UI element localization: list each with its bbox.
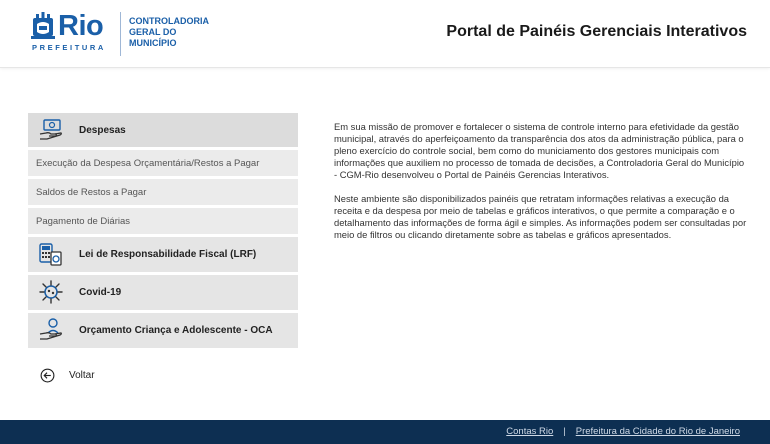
menu-item-covid-label: Covid-19 bbox=[79, 287, 122, 298]
cgm-line-2: GERAL DO bbox=[129, 27, 177, 37]
menu-item-despesas-label: Despesas bbox=[79, 124, 126, 136]
money-hand-icon bbox=[38, 117, 64, 143]
intro-paragraph-2: Neste ambiente são disponibilizados painéis que retratam informações relativas a execução da receita e da despesa por meio de tabelas e gráficos interativos, o que permite a comparação e o detalhamento das informações de forma ágil e simples. As informações podem ser consultadas por meio de filtros ou clicando diretamente sobre as tabelas e gráficos apresentados. bbox=[334, 193, 747, 240]
cgm-line-3: MUNICÍPIO bbox=[129, 38, 177, 48]
footer bbox=[0, 420, 770, 444]
intro-text bbox=[334, 121, 748, 253]
rio-crest-icon bbox=[30, 12, 56, 40]
calculator-document-icon bbox=[38, 241, 64, 267]
dashboard-menu bbox=[28, 113, 298, 351]
page-title: Portal de Painéis Gerenciais Interativos bbox=[446, 23, 747, 40]
back-button[interactable] bbox=[40, 368, 95, 383]
menu-item-lrf[interactable] bbox=[28, 237, 298, 272]
header bbox=[0, 0, 770, 68]
footer-link-prefeitura[interactable]: Prefeitura da Cidade do Rio de Janeiro bbox=[575, 426, 740, 437]
footer-separator: | bbox=[563, 426, 566, 437]
submenu-item-label: Execução da Despesa Orçamentária/Restos a Pagar bbox=[36, 157, 260, 169]
submenu-item-execucao-despesa[interactable] bbox=[28, 150, 298, 176]
menu-item-oca-label: Orçamento Criança e Adolescente - OCA bbox=[79, 325, 273, 336]
logo-rio-text: Rio bbox=[58, 10, 104, 42]
logo-divider bbox=[120, 12, 121, 56]
menu-item-lrf-label: Lei de Responsabilidade Fiscal (LRF) bbox=[79, 249, 257, 260]
submenu-item-pagamento-diarias[interactable] bbox=[28, 208, 298, 234]
logo-prefeitura-text: PREFEITURA bbox=[32, 43, 106, 52]
menu-item-despesas[interactable] bbox=[28, 113, 298, 147]
virus-icon bbox=[38, 279, 64, 305]
footer-links bbox=[506, 426, 740, 437]
child-care-icon bbox=[38, 317, 64, 343]
intro-paragraph-1: Em sua missão de promover e fortalecer o sistema de controle interno para efetividade da gestão municipal, através do aperfeiçoamento da transparência dos atos da administração pública, para o pleno exercício do controle social, bem como do municiamento dos gestores municipais com informações que auxiliem no processo de tomada de decisões, a Controladoria Geral do Município - CGM-Rio desenvolveu o Portal de Painéis Gerencias Interativos. bbox=[334, 121, 745, 180]
cgm-line-1: CONTROLADORIA bbox=[129, 16, 209, 26]
prefeitura-rio-logo[interactable] bbox=[30, 12, 130, 56]
submenu-item-saldos-restos[interactable] bbox=[28, 179, 298, 205]
cgm-logo[interactable] bbox=[129, 16, 209, 49]
submenu-item-label: Saldos de Restos a Pagar bbox=[36, 186, 147, 198]
back-button-label: Voltar bbox=[69, 370, 95, 381]
menu-item-oca[interactable] bbox=[28, 313, 298, 348]
footer-link-contas-rio[interactable]: Contas Rio bbox=[506, 426, 554, 437]
rio-logo-mark bbox=[30, 12, 103, 40]
submenu-item-label: Pagamento de Diárias bbox=[36, 215, 130, 227]
menu-item-covid[interactable] bbox=[28, 275, 298, 310]
arrow-left-circle-icon bbox=[40, 368, 55, 383]
